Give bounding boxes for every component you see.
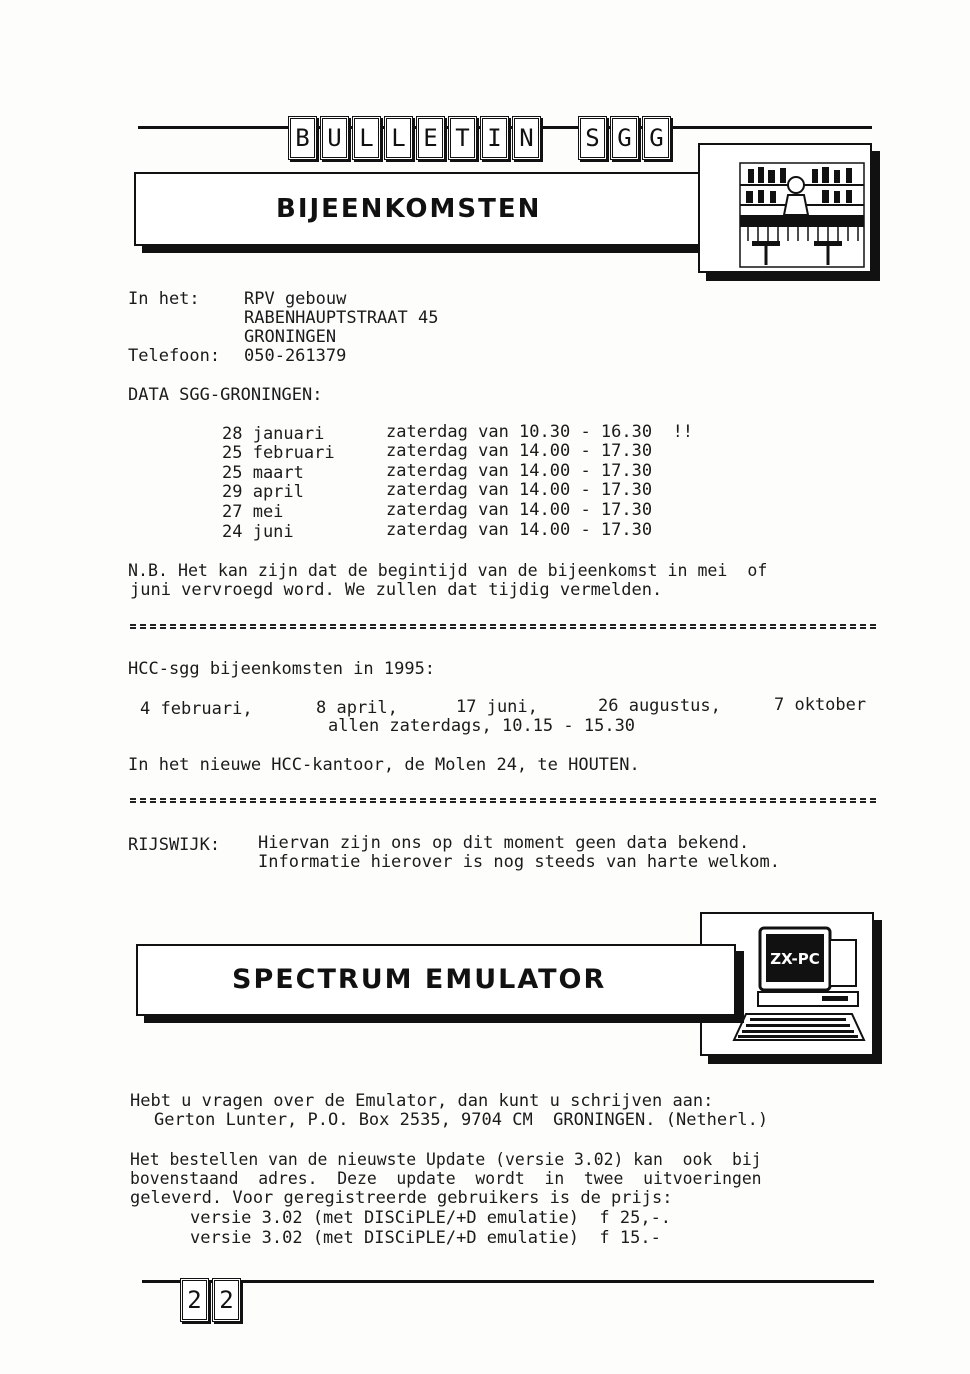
- separator: [130, 798, 876, 803]
- footer-rule: [142, 1280, 874, 1283]
- phone-number: 050-261379: [244, 346, 347, 366]
- rijswijk-text: Hiervan zijn ons op dit moment geen data bekend.: [258, 833, 750, 853]
- street-address: RABENHAUPTSTRAAT 45: [244, 308, 439, 328]
- meeting-date: 27 mei: [222, 502, 284, 522]
- hcc-times: allen zaterdags, 10.15 - 15.30: [328, 716, 636, 736]
- building-name: RPV gebouw: [244, 289, 347, 309]
- hcc-date: 26 augustus,: [598, 696, 721, 716]
- nb-note: N.B. Het kan zijn dat de begintijd van de bijeenkomst in mei of: [128, 561, 768, 580]
- phone-label: Telefoon:: [128, 346, 221, 366]
- bartender-icon: [700, 145, 870, 271]
- meeting-date: 25 maart: [222, 463, 304, 483]
- hcc-heading: HCC-sgg bijeenkomsten in 1995:: [128, 659, 436, 679]
- meeting-time: zaterdag van 14.00 - 17.30: [386, 520, 653, 540]
- tile-letter: L: [352, 116, 381, 160]
- sgg-tiles: [578, 116, 671, 160]
- meeting-time: zaterdag van 14.00 - 17.30: [386, 441, 653, 461]
- meeting-time: zaterdag van 14.00 - 17.30: [386, 461, 653, 481]
- hcc-date: 8 april,: [316, 698, 398, 718]
- meeting-date: 29 april: [222, 482, 304, 502]
- hcc-date: 7 oktober: [774, 695, 867, 715]
- tile-letter: L: [384, 116, 413, 160]
- meeting-date: 28 januari: [222, 424, 325, 444]
- data-heading: DATA SGG-GRONINGEN:: [128, 385, 323, 405]
- nb-note-cont: juni vervroegd word. We zullen dat tijdig vermelden.: [130, 580, 663, 600]
- bar-picture: [698, 143, 872, 273]
- meeting-date: 25 februari: [222, 443, 335, 463]
- monitor-label: ZX-PC: [770, 950, 820, 968]
- tile-letter: U: [320, 116, 349, 160]
- tile-letter: B: [288, 116, 317, 160]
- hcc-date: 4 februari,: [140, 699, 253, 719]
- tile-letter: I: [480, 116, 509, 160]
- price-line: versie 3.02 (met DISCiPLE/+D emulatie) f 15.-: [190, 1228, 661, 1248]
- meeting-time: zaterdag van 14.00 - 17.30: [386, 500, 653, 520]
- hcc-date: 17 juni,: [456, 697, 538, 717]
- separator: [130, 624, 876, 629]
- page-digit: 2: [212, 1278, 241, 1322]
- tile-letter: G: [610, 116, 639, 160]
- city: GRONINGEN: [244, 327, 337, 347]
- in-het-label: In het:: [128, 289, 200, 309]
- meeting-time: zaterdag van 10.30 - 16.30 !!: [386, 422, 694, 442]
- meeting-time: zaterdag van 14.00 - 17.30: [386, 480, 653, 500]
- rijswijk-label: RIJSWIJK:: [128, 835, 221, 855]
- tile-letter: G: [642, 116, 671, 160]
- tile-letter: E: [416, 116, 445, 160]
- rijswijk-text: Informatie hierover is nog steeds van harte welkom.: [258, 852, 780, 872]
- section-title: BIJEENKOMSTEN: [276, 194, 542, 224]
- section-title: SPECTRUM EMULATOR: [232, 964, 607, 995]
- update-paragraph: bovenstaand adres. Deze update wordt in twee uitvoeringen: [130, 1169, 762, 1188]
- hcc-location: In het nieuwe HCC-kantoor, de Molen 24, te HOUTEN.: [128, 755, 640, 775]
- tile-letter: S: [578, 116, 607, 160]
- update-paragraph: geleverd. Voor geregistreerde gebruikers is de prijs:: [130, 1188, 673, 1208]
- tile-letter: N: [512, 116, 541, 160]
- emulator-question: Hebt u vragen over de Emulator, dan kunt u schrijven aan:: [130, 1091, 714, 1111]
- bulletin-tiles: [288, 116, 541, 160]
- meeting-date: 24 juni: [222, 522, 294, 542]
- emulator-address: Gerton Lunter, P.O. Box 2535, 9704 CM GRONINGEN. (Netherl.): [154, 1110, 769, 1130]
- update-paragraph: Het bestellen van de nieuwste Update (versie 3.02) kan ook bij: [130, 1150, 762, 1169]
- page-number-tiles: [180, 1278, 241, 1322]
- tile-letter: T: [448, 116, 477, 160]
- page-digit: 2: [180, 1278, 209, 1322]
- price-line: versie 3.02 (met DISCiPLE/+D emulatie) f 25,-.: [190, 1208, 672, 1228]
